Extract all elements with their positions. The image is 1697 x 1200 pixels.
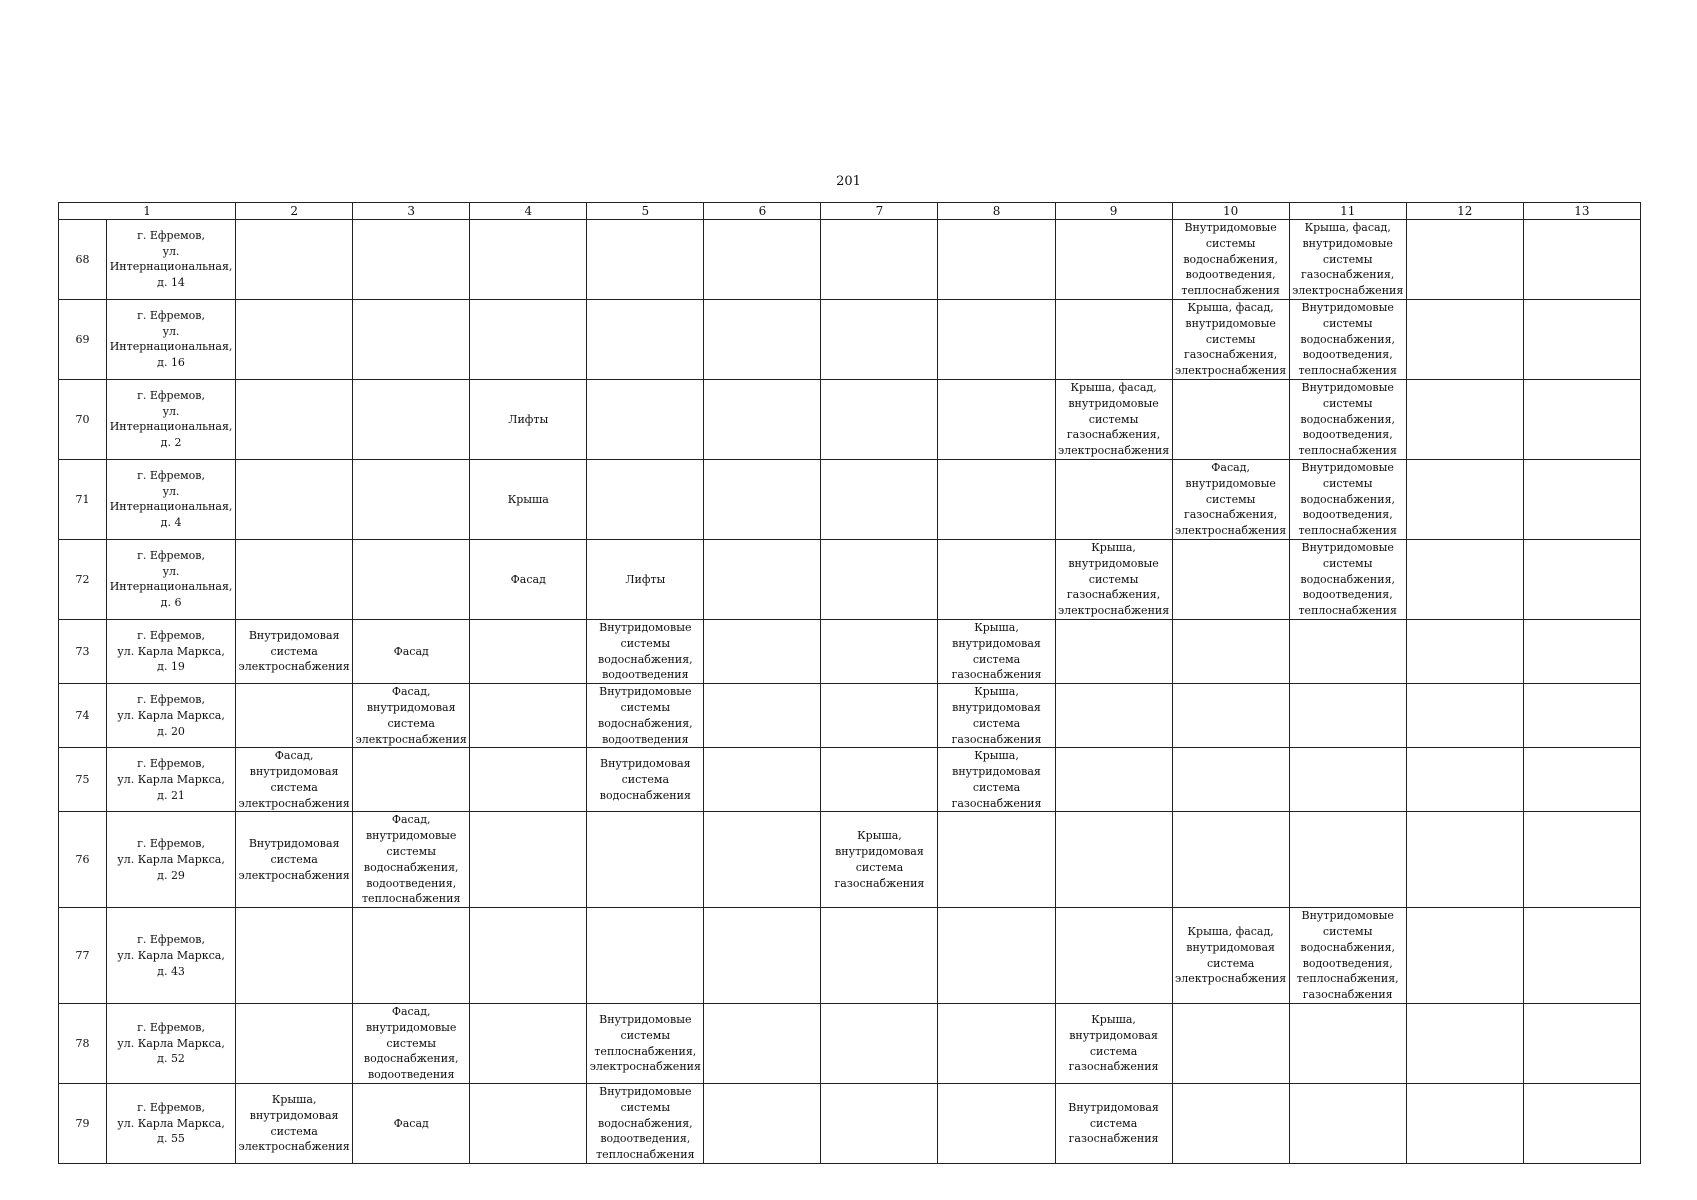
work-cell-col-12 — [1406, 1084, 1523, 1164]
work-cell-col-9 — [1055, 220, 1172, 300]
work-cell-col-10 — [1172, 812, 1289, 908]
work-cell-col-2 — [236, 539, 353, 619]
work-cell-col-7 — [821, 539, 938, 619]
table-row — [59, 220, 1641, 300]
work-cell-col-11 — [1289, 748, 1406, 812]
repair-schedule-table — [58, 202, 1641, 1164]
work-cell-col-2 — [236, 379, 353, 459]
table-row — [59, 812, 1641, 908]
work-cell-col-6 — [704, 379, 821, 459]
address-cell: г. Ефремов, ул. Интернациональная, д. 14 — [107, 220, 236, 300]
work-cell-col-13 — [1523, 812, 1640, 908]
work-cell-col-6 — [704, 1004, 821, 1084]
table-row — [59, 908, 1641, 1004]
row-number: 69 — [59, 299, 107, 379]
work-cell-col-11: Внутридомовые системы водоснабжения, водоотведения, теплоснабжения — [1289, 459, 1406, 539]
address-cell: г. Ефремов, ул. Карла Маркса, д. 52 — [107, 1004, 236, 1084]
work-cell-col-9 — [1055, 619, 1172, 683]
address-cell: г. Ефремов, ул. Карла Маркса, д. 21 — [107, 748, 236, 812]
work-cell-col-4 — [470, 908, 587, 1004]
work-cell-col-4 — [470, 1084, 587, 1164]
work-cell-col-9: Крыша, внутридомовые системы газоснабжения, электроснабжения — [1055, 539, 1172, 619]
work-cell-col-10 — [1172, 1084, 1289, 1164]
column-header-9: 9 — [1055, 203, 1172, 220]
work-cell-col-3 — [353, 459, 470, 539]
work-cell-col-3 — [353, 748, 470, 812]
work-cell-col-9 — [1055, 812, 1172, 908]
work-cell-col-12 — [1406, 908, 1523, 1004]
work-cell-col-6 — [704, 908, 821, 1004]
row-number: 77 — [59, 908, 107, 1004]
work-cell-col-9: Крыша, внутридомовая система газоснабжения — [1055, 1004, 1172, 1084]
row-number: 75 — [59, 748, 107, 812]
work-cell-col-3 — [353, 299, 470, 379]
work-cell-col-3: Фасад — [353, 619, 470, 683]
table-row — [59, 459, 1641, 539]
column-header-6: 6 — [704, 203, 821, 220]
work-cell-col-13 — [1523, 748, 1640, 812]
row-number: 68 — [59, 220, 107, 300]
work-cell-col-4 — [470, 1004, 587, 1084]
work-cell-col-3 — [353, 379, 470, 459]
work-cell-col-8 — [938, 459, 1055, 539]
work-cell-col-7 — [821, 459, 938, 539]
work-cell-col-11: Внутридомовые системы водоснабжения, водоотведения, теплоснабжения — [1289, 539, 1406, 619]
work-cell-col-6 — [704, 1084, 821, 1164]
work-cell-col-9 — [1055, 459, 1172, 539]
work-cell-col-9: Внутридомовая система газоснабжения — [1055, 1084, 1172, 1164]
work-cell-col-4 — [470, 220, 587, 300]
table-row — [59, 1004, 1641, 1084]
work-cell-col-5: Лифты — [587, 539, 704, 619]
row-number: 72 — [59, 539, 107, 619]
work-cell-col-3 — [353, 539, 470, 619]
work-cell-col-10 — [1172, 748, 1289, 812]
address-cell: г. Ефремов, ул. Интернациональная, д. 4 — [107, 459, 236, 539]
work-cell-col-7 — [821, 220, 938, 300]
work-cell-col-5 — [587, 908, 704, 1004]
work-cell-col-4: Лифты — [470, 379, 587, 459]
row-number: 78 — [59, 1004, 107, 1084]
address-cell: г. Ефремов, ул. Карла Маркса, д. 43 — [107, 908, 236, 1004]
work-cell-col-7 — [821, 379, 938, 459]
column-header-8: 8 — [938, 203, 1055, 220]
work-cell-col-6 — [704, 220, 821, 300]
work-cell-col-6 — [704, 539, 821, 619]
address-cell: г. Ефремов, ул. Карла Маркса, д. 55 — [107, 1084, 236, 1164]
column-header-5: 5 — [587, 203, 704, 220]
work-cell-col-12 — [1406, 1004, 1523, 1084]
work-cell-col-12 — [1406, 299, 1523, 379]
work-cell-col-2: Внутридомовая система электроснабжения — [236, 812, 353, 908]
work-cell-col-13 — [1523, 684, 1640, 748]
work-cell-col-3 — [353, 908, 470, 1004]
work-cell-col-8 — [938, 379, 1055, 459]
work-cell-col-10: Внутридомовые системы водоснабжения, водоотведения, теплоснабжения — [1172, 220, 1289, 300]
work-cell-col-13 — [1523, 619, 1640, 683]
work-cell-col-8: Крыша, внутридомовая система газоснабжения — [938, 619, 1055, 683]
work-cell-col-12 — [1406, 459, 1523, 539]
address-cell: г. Ефремов, ул. Интернациональная, д. 2 — [107, 379, 236, 459]
address-cell: г. Ефремов, ул. Карла Маркса, д. 20 — [107, 684, 236, 748]
work-cell-col-8 — [938, 220, 1055, 300]
work-cell-col-7: Крыша, внутридомовая система газоснабжения — [821, 812, 938, 908]
table-row — [59, 748, 1641, 812]
work-cell-col-4 — [470, 812, 587, 908]
work-cell-col-2 — [236, 908, 353, 1004]
table-row — [59, 379, 1641, 459]
table-row — [59, 619, 1641, 683]
work-cell-col-8: Крыша, внутридомовая система газоснабжения — [938, 684, 1055, 748]
column-header-12: 12 — [1406, 203, 1523, 220]
work-cell-col-2 — [236, 1004, 353, 1084]
work-cell-col-2: Фасад, внутридомовая система электроснабжения — [236, 748, 353, 812]
work-cell-col-13 — [1523, 379, 1640, 459]
work-cell-col-2 — [236, 684, 353, 748]
work-cell-col-11: Внутридомовые системы водоснабжения, водоотведения, теплоснабжения, газоснабжения — [1289, 908, 1406, 1004]
work-cell-col-4: Фасад — [470, 539, 587, 619]
work-cell-col-5: Внутридомовые системы водоснабжения, водоотведения, теплоснабжения — [587, 1084, 704, 1164]
work-cell-col-11 — [1289, 1004, 1406, 1084]
table-row — [59, 684, 1641, 748]
work-cell-col-13 — [1523, 1084, 1640, 1164]
work-cell-col-3: Фасад, внутридомовые системы водоснабжения, водоотведения — [353, 1004, 470, 1084]
work-cell-col-4 — [470, 748, 587, 812]
work-cell-col-8 — [938, 1004, 1055, 1084]
address-cell: г. Ефремов, ул. Карла Маркса, д. 19 — [107, 619, 236, 683]
work-cell-col-12 — [1406, 539, 1523, 619]
work-cell-col-10 — [1172, 684, 1289, 748]
work-cell-col-8 — [938, 1084, 1055, 1164]
page-number: 201 — [836, 174, 861, 189]
work-cell-col-11: Внутридомовые системы водоснабжения, водоотведения, теплоснабжения — [1289, 299, 1406, 379]
work-cell-col-8 — [938, 539, 1055, 619]
work-cell-col-9 — [1055, 299, 1172, 379]
work-cell-col-5 — [587, 220, 704, 300]
work-cell-col-2 — [236, 459, 353, 539]
work-cell-col-5 — [587, 299, 704, 379]
row-number: 74 — [59, 684, 107, 748]
work-cell-col-11 — [1289, 812, 1406, 908]
work-cell-col-7 — [821, 908, 938, 1004]
table-header — [59, 203, 1641, 220]
work-cell-col-5: Внутридомовая система водоснабжения — [587, 748, 704, 812]
work-cell-col-8: Крыша, внутридомовая система газоснабжения — [938, 748, 1055, 812]
work-cell-col-3: Фасад, внутридомовые системы водоснабжения, водоотведения, теплоснабжения — [353, 812, 470, 908]
work-cell-col-5 — [587, 459, 704, 539]
work-cell-col-8 — [938, 299, 1055, 379]
work-cell-col-6 — [704, 619, 821, 683]
work-cell-col-9 — [1055, 748, 1172, 812]
row-number: 79 — [59, 1084, 107, 1164]
work-cell-col-10 — [1172, 379, 1289, 459]
work-cell-col-10 — [1172, 619, 1289, 683]
work-cell-col-13 — [1523, 1004, 1640, 1084]
work-cell-col-7 — [821, 1004, 938, 1084]
work-cell-col-4: Крыша — [470, 459, 587, 539]
work-cell-col-7 — [821, 299, 938, 379]
work-cell-col-7 — [821, 684, 938, 748]
work-cell-col-5 — [587, 379, 704, 459]
table-row — [59, 1084, 1641, 1164]
work-cell-col-11 — [1289, 619, 1406, 683]
table-row — [59, 299, 1641, 379]
work-cell-col-10: Крыша, фасад, внутридомовая система электроснабжения — [1172, 908, 1289, 1004]
row-number: 76 — [59, 812, 107, 908]
address-cell: г. Ефремов, ул. Интернациональная, д. 6 — [107, 539, 236, 619]
work-cell-col-9: Крыша, фасад, внутридомовые системы газоснабжения, электроснабжения — [1055, 379, 1172, 459]
work-cell-col-4 — [470, 684, 587, 748]
column-header-7: 7 — [821, 203, 938, 220]
work-cell-col-2 — [236, 220, 353, 300]
work-cell-col-9 — [1055, 908, 1172, 1004]
work-cell-col-5: Внутридомовые системы водоснабжения, водоотведения — [587, 684, 704, 748]
row-number: 73 — [59, 619, 107, 683]
work-cell-col-5: Внутридомовые системы теплоснабжения, электроснабжения — [587, 1004, 704, 1084]
work-cell-col-11: Крыша, фасад, внутридомовые системы газоснабжения, электроснабжения — [1289, 220, 1406, 300]
table-body — [59, 220, 1641, 1164]
work-cell-col-7 — [821, 1084, 938, 1164]
work-cell-col-4 — [470, 619, 587, 683]
work-cell-col-12 — [1406, 619, 1523, 683]
work-cell-col-3: Фасад, внутридомовая система электроснабжения — [353, 684, 470, 748]
work-cell-col-3 — [353, 220, 470, 300]
work-cell-col-6 — [704, 299, 821, 379]
work-cell-col-11: Внутридомовые системы водоснабжения, водоотведения, теплоснабжения — [1289, 379, 1406, 459]
work-cell-col-13 — [1523, 908, 1640, 1004]
work-cell-col-7 — [821, 619, 938, 683]
work-cell-col-5: Внутридомовые системы водоснабжения, водоотведения — [587, 619, 704, 683]
work-cell-col-9 — [1055, 684, 1172, 748]
work-cell-col-8 — [938, 908, 1055, 1004]
work-cell-col-10: Фасад, внутридомовые системы газоснабжения, электроснабжения — [1172, 459, 1289, 539]
work-cell-col-13 — [1523, 220, 1640, 300]
work-cell-col-12 — [1406, 812, 1523, 908]
work-cell-col-7 — [821, 748, 938, 812]
work-cell-col-4 — [470, 299, 587, 379]
column-header-4: 4 — [470, 203, 587, 220]
work-cell-col-6 — [704, 748, 821, 812]
work-cell-col-6 — [704, 812, 821, 908]
work-cell-col-6 — [704, 459, 821, 539]
work-cell-col-13 — [1523, 539, 1640, 619]
work-cell-col-5 — [587, 812, 704, 908]
work-cell-col-11 — [1289, 1084, 1406, 1164]
work-cell-col-10 — [1172, 539, 1289, 619]
column-header-1: 1 — [59, 203, 236, 220]
work-cell-col-2: Крыша, внутридомовая система электроснабжения — [236, 1084, 353, 1164]
work-cell-col-8 — [938, 812, 1055, 908]
work-cell-col-12 — [1406, 220, 1523, 300]
table-row — [59, 539, 1641, 619]
work-cell-col-11 — [1289, 684, 1406, 748]
column-header-11: 11 — [1289, 203, 1406, 220]
column-header-10: 10 — [1172, 203, 1289, 220]
work-cell-col-13 — [1523, 299, 1640, 379]
work-cell-col-10: Крыша, фасад, внутридомовые системы газоснабжения, электроснабжения — [1172, 299, 1289, 379]
work-cell-col-12 — [1406, 379, 1523, 459]
work-cell-col-10 — [1172, 1004, 1289, 1084]
column-header-3: 3 — [353, 203, 470, 220]
work-cell-col-6 — [704, 684, 821, 748]
work-cell-col-12 — [1406, 684, 1523, 748]
work-cell-col-12 — [1406, 748, 1523, 812]
work-cell-col-2: Внутридомовая система электроснабжения — [236, 619, 353, 683]
work-cell-col-13 — [1523, 459, 1640, 539]
row-number: 71 — [59, 459, 107, 539]
work-cell-col-2 — [236, 299, 353, 379]
address-cell: г. Ефремов, ул. Карла Маркса, д. 29 — [107, 812, 236, 908]
work-cell-col-3: Фасад — [353, 1084, 470, 1164]
column-header-2: 2 — [236, 203, 353, 220]
column-header-13: 13 — [1523, 203, 1640, 220]
row-number: 70 — [59, 379, 107, 459]
header-row — [59, 203, 1641, 220]
address-cell: г. Ефремов, ул. Интернациональная, д. 16 — [107, 299, 236, 379]
